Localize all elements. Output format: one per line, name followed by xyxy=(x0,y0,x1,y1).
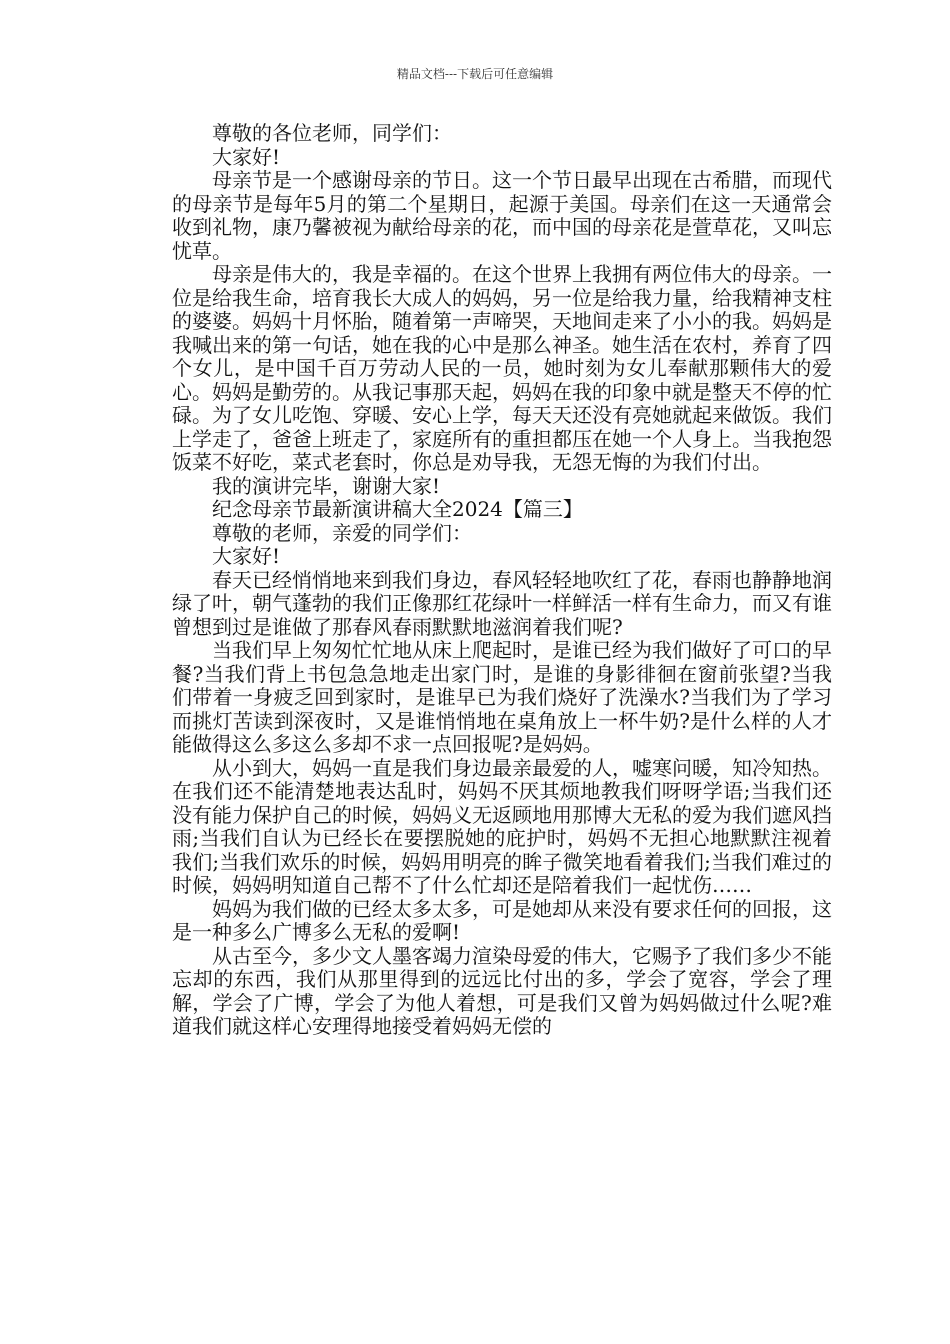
body-paragraph: 从古至今，多少文人墨客竭力渲染母爱的伟大，它赐予了我们多少不能忘却的东西，我们从那里得到的远远比付出的多，学会了宽容，学会了理解，学会了广博，学会了为他人着想，可是我们又曾为妈妈做过什么呢?难道我们就这样心安理得地接受着妈妈无偿的 xyxy=(172,943,832,1038)
salutation: 尊敬的老师，亲爱的同学们： xyxy=(212,520,472,545)
body-paragraph: 妈妈为我们做的已经太多太多，可是她却从来没有要求任何的回报，这是一种多么广博多么无私的爱啊! xyxy=(172,896,832,944)
body-paragraph: 母亲节是一个感谢母亲的节日。这一个节日最早出现在古希腊，而现代的母亲节是每年5月的第二个星期日，起源于美国。母亲们在这一天通常会收到礼物，康乃馨被视为献给母亲的花，而中国的母亲花是萱草花，又叫忘忧草。 xyxy=(172,168,832,263)
document-body xyxy=(172,122,832,1039)
page-header: 精品文档---下载后可任意编辑 xyxy=(396,67,554,81)
body-paragraph: 当我们早上匆匆忙忙地从床上爬起时，是谁已经为我们做好了可口的早餐?当我们背上书包急急地走出家门时，是谁的身影徘徊在窗前张望?当我们带着一身疲乏回到家时，是谁早已为我们烧好了洗澡水?当我们为了学习而挑灯苦读到深夜时，又是谁悄悄地在桌角放上一杯牛奶?是什么样的人才能做得这么多这么多却不求一点回报呢?是妈妈。 xyxy=(172,638,832,756)
body-paragraph: 从小到大，妈妈一直是我们身边最亲最爱的人，嘘寒问暖，知冷知热。在我们还不能清楚地表达乱时，妈妈不厌其烦地教我们呀呀学语;当我们还没有能力保护自己的时候，妈妈义无返顾地用那博大无私的爱为我们遮风挡雨;当我们自认为已经长在要摆脱她的庇护时，妈妈不无担心地默默注视着我们;当我们欢乐的时候，妈妈用明亮的眸子微笑地看着我们;当我们难过的时候，妈妈明知道自己帮不了什么忙却还是陪着我们一起忧伤…… xyxy=(172,755,832,897)
body-paragraph: 母亲是伟大的，我是幸福的。在这个世界上我拥有两位伟大的母亲。一位是给我生命，培育我长大成人的妈妈，另一位是给我力量，给我精神支柱的婆婆。妈妈十月怀胎，随着第一声啼哭，天地间走来了小小的我。妈妈是我喊出来的第一句话，她在我的心中是那么神圣。她生活在农村，养育了四个女儿，是中国千百万劳动人民的一员，她时刻为女儿奉献那颗伟大的爱心。妈妈是勤劳的。从我记事那天起，妈妈在我的印象中就是整天不停的忙碌。为了女儿吃饱、穿暖、安心上学，每天天还没有亮她就起来做饭。我们上学走了，爸爸上班走了，家庭所有的重担都压在她一个人身上。当我抱怨饭菜不好吃，菜式老套时，你总是劝导我，无怨无悔的为我们付出。 xyxy=(172,262,832,474)
section-title: 纪念母亲节最新演讲稿大全2024【篇三】 xyxy=(212,497,583,521)
body-paragraph: 春天已经悄悄地来到我们身边，春风轻轻地吹红了花，春雨也静静地润绿了叶，朝气蓬勃的我们正像那红花绿叶一样鲜活一样有生命力，而又有谁曾想到过是谁做了那春风春雨默默地滋润着我们呢? xyxy=(172,567,832,639)
greeting: 大家好! xyxy=(212,144,281,169)
salutation: 尊敬的各位老师，同学们： xyxy=(212,121,452,145)
greeting: 大家好! xyxy=(212,544,281,568)
closing-line: 我的演讲完毕，谢谢大家! xyxy=(212,473,441,498)
